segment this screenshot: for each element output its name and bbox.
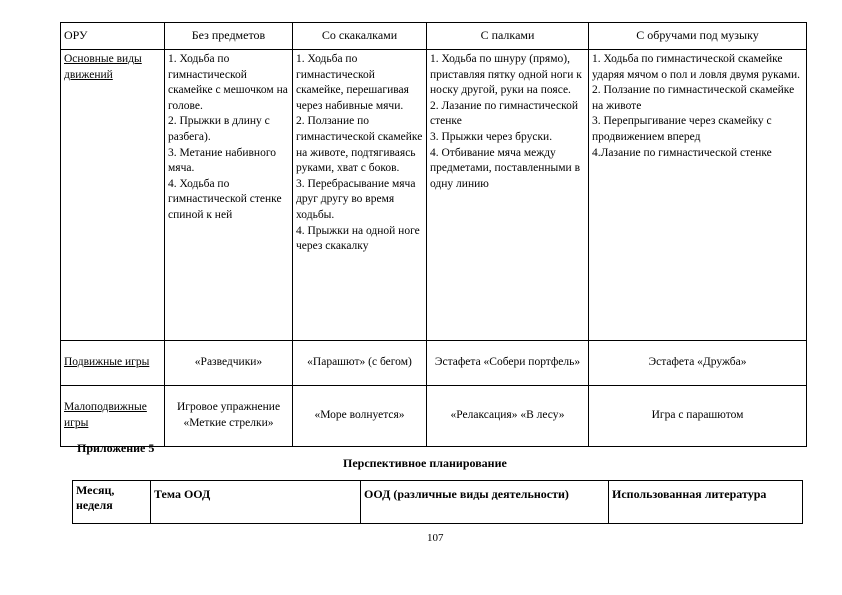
table-row-outdoor-games	[61, 341, 807, 386]
cell-basic-movements-sticks: 1. Ходьба по шнуру (прямо), приставляя пятку одной ноги к носку другой, руки на поясе. 2. Лазание по гимнастической стенке 3. Прыжки через бруски. 4. Отбивание мяча между предметами, поставленными в одну линию	[427, 50, 589, 341]
table-header-row	[61, 23, 807, 50]
row-label-outdoor-games: Подвижные игры	[61, 341, 165, 386]
plan-header-activities: ООД (различные виды деятельности)	[361, 481, 609, 524]
plan-title: Перспективное планирование	[343, 456, 507, 470]
cell-outdoor-games-sticks: Эстафета «Собери портфель»	[427, 341, 589, 386]
header-cell-hoops-music: С обручами под музыку	[589, 23, 807, 50]
cell-basic-movements-no-equipment: 1. Ходьба по гимнастической скамейке с мешочком на голове. 2. Прыжки в длину с разбега). 3. Метание набивного мяча. 4. Ходьба по гимнастической стенке спиной к ней	[165, 50, 293, 341]
cell-outdoor-games-jump-ropes: «Парашют» (с бегом)	[293, 341, 427, 386]
table-row-low-mobility-games	[61, 386, 807, 447]
cell-low-mobility-sticks: «Релаксация» «В лесу»	[427, 386, 589, 447]
header-cell-no-equipment: Без предметов	[165, 23, 293, 50]
cell-low-mobility-no-equipment: Игровое упражнение «Меткие стрелки»	[165, 386, 293, 447]
appendix-label: Приложение 5	[77, 441, 155, 455]
plan-table-header-row	[73, 481, 803, 524]
header-cell-jump-ropes: Со скакалками	[293, 23, 427, 50]
movement-table	[60, 22, 807, 447]
plan-header-month-week: Месяц, неделя	[73, 481, 151, 524]
cell-basic-movements-jump-ropes: 1. Ходьба по гимнастической скамейке, перешагивая через набивные мячи. 2. Ползание по гимнастической скамейке на животе, подтягиваясь руками, хват с боков. 3. Перебрасывание мяча друг другу во время ходьбы. 4. Прыжки на одной ноге через скакалку	[293, 50, 427, 341]
cell-basic-movements-hoops-music: 1. Ходьба по гимнастической скамейке ударяя мячом о пол и ловля двумя руками. 2. Ползание по гимнастической скамейке на животе 3. Перепрыгивание через скамейку с продвижением вперед 4.Лазание по гимнастической стенке	[589, 50, 807, 341]
cell-low-mobility-jump-ropes: «Море волнуется»	[293, 386, 427, 447]
header-cell-oru: ОРУ	[61, 23, 165, 50]
plan-header-topic: Тема ООД	[151, 481, 361, 524]
plan-header-literature: Использованная литература	[609, 481, 803, 524]
row-label-basic-movements: Основные виды движений	[61, 50, 165, 341]
page-number: 107	[427, 532, 444, 544]
row-label-low-mobility-games: Малоподвижные игры	[61, 386, 165, 447]
table-row-basic-movements	[61, 50, 807, 341]
header-cell-sticks: С палками	[427, 23, 589, 50]
plan-table	[72, 480, 803, 524]
cell-low-mobility-hoops-music: Игра с парашютом	[589, 386, 807, 447]
cell-outdoor-games-no-equipment: «Разведчики»	[165, 341, 293, 386]
cell-outdoor-games-hoops-music: Эстафета «Дружба»	[589, 341, 807, 386]
